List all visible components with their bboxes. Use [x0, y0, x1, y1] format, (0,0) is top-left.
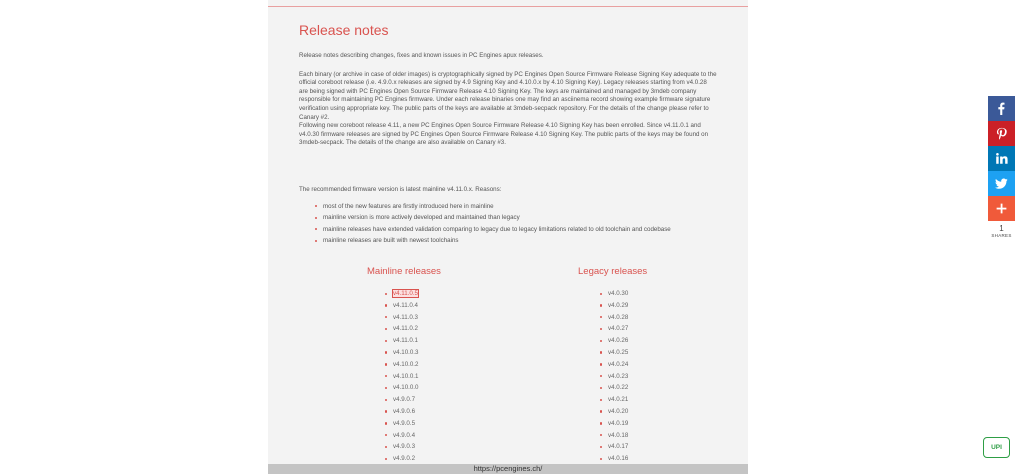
- release-link-mainline[interactable]: v4.10.0.0: [393, 384, 419, 392]
- release-link-mainline[interactable]: v4.9.0.4: [393, 431, 416, 439]
- list-item: [600, 406, 647, 418]
- list-item: [385, 441, 441, 453]
- list-item: [385, 406, 441, 418]
- list-item: [385, 288, 441, 300]
- release-link-mainline[interactable]: v4.9.0.2: [393, 455, 416, 463]
- list-item: [385, 347, 441, 359]
- list-item: [385, 335, 441, 347]
- list-item: [600, 394, 647, 406]
- release-link-legacy[interactable]: v4.0.18: [608, 431, 629, 439]
- release-link-legacy[interactable]: v4.0.26: [608, 337, 629, 345]
- recommended-text: The recommended firmware version is latest mainline v4.11.0.x. Reasons:: [299, 185, 502, 193]
- mainline-releases-column: [367, 266, 441, 465]
- linkedin-share-button[interactable]: [988, 146, 1015, 171]
- share-count-number: 1: [999, 224, 1004, 233]
- release-link-legacy[interactable]: v4.0.20: [608, 407, 629, 415]
- list-item: most of the new features are firstly introduced here in mainline: [315, 201, 717, 213]
- status-bar-url: https://pcengines.ch/: [268, 464, 748, 474]
- signing-paragraph-2: Following new coreboot release 4.11, a new PC Engines Open Source Firmware Release 4.10 Signing Key has been enrolled. Since v4.11.0.1 and v4.0.30 firmware releases are signed by PC Engines Open Source Firmware Release 4.10 Signing Key. The public parts of the keys may be found on 3mdeb-secpack. The details of the change are also available on Canary #3.: [299, 122, 709, 147]
- list-item: [600, 382, 647, 394]
- pinterest-share-button[interactable]: [988, 121, 1015, 146]
- release-notes-section: [299, 22, 717, 247]
- linkedin-icon: [995, 152, 1008, 165]
- list-item: [600, 312, 647, 324]
- release-link-legacy[interactable]: v4.0.17: [608, 443, 629, 451]
- release-link-mainline[interactable]: v4.11.0.4: [393, 301, 418, 309]
- list-item: [385, 382, 441, 394]
- more-share-button[interactable]: [988, 196, 1015, 221]
- list-item: [385, 371, 441, 383]
- list-item: [385, 430, 441, 442]
- mainline-releases-list: [385, 288, 441, 465]
- release-link-mainline[interactable]: v4.9.0.7: [393, 396, 416, 404]
- plus-icon: [995, 202, 1008, 215]
- list-item: mainline releases are built with newest toolchains: [315, 235, 717, 247]
- mainline-heading: Mainline releases: [367, 266, 441, 277]
- release-link-legacy[interactable]: v4.0.24: [608, 360, 629, 368]
- twitter-share-button[interactable]: [988, 171, 1015, 196]
- release-link-mainline[interactable]: v4.9.0.6: [393, 407, 416, 415]
- release-link-mainline[interactable]: v4.11.0.3: [393, 313, 418, 321]
- top-divider: [268, 6, 748, 7]
- share-count-label: SHARES: [991, 233, 1012, 238]
- list-item: mainline version is more actively developed and maintained than legacy: [315, 212, 717, 224]
- list-item: [600, 300, 647, 312]
- release-link-legacy[interactable]: v4.0.23: [608, 372, 629, 380]
- list-item: [385, 323, 441, 335]
- release-link-legacy[interactable]: v4.0.30: [608, 290, 629, 297]
- release-link-legacy[interactable]: v4.0.21: [608, 396, 629, 404]
- release-link-legacy[interactable]: v4.0.16: [608, 455, 629, 463]
- list-item: [600, 371, 647, 383]
- list-item: [600, 418, 647, 430]
- list-item: [600, 323, 647, 335]
- page-title: Release notes: [299, 22, 389, 38]
- list-item: [385, 312, 441, 324]
- facebook-share-button[interactable]: [988, 96, 1015, 121]
- release-link-legacy[interactable]: v4.0.19: [608, 419, 629, 427]
- intro-text: Release notes describing changes, fixes and known issues in PC Engines apux releases.: [299, 52, 544, 59]
- share-count: [988, 224, 1015, 239]
- release-link-mainline[interactable]: v4.10.0.3: [393, 348, 419, 356]
- release-link-mainline[interactable]: v4.11.0.5: [393, 290, 418, 297]
- list-item: [385, 418, 441, 430]
- list-item: [385, 359, 441, 371]
- release-link-legacy[interactable]: v4.0.22: [608, 384, 629, 392]
- list-item: [385, 300, 441, 312]
- reasons-list: [315, 201, 717, 247]
- release-link-mainline[interactable]: v4.9.0.3: [393, 443, 416, 451]
- release-link-legacy[interactable]: v4.0.29: [608, 301, 629, 309]
- signing-paragraph-1: Each binary (or archive in case of older images) is cryptographically signed by PC Engines Open Source Firmware Release Signing Key adequate to the official coreboot release (i.e. 4.9.0.x releases are signed by 4.9 Signing Key and 4.10.0.x by 4.10 Signing Key). Legacy releases starting from v4.0.28 are being signed with PC Engines Open Source Firmware Release 4.10 Signing Key. The keys are maintained and managed by 3mdeb company responsible for maintaining PC Engines firmware. Under each release binaries one may find an asciinema record showing example firmware signature verification using appropriate key. The public parts of the keys are available at 3mdeb-secpack repository. For the details of the change please refer to Canary #2.: [299, 70, 717, 121]
- list-item: [600, 359, 647, 371]
- legacy-heading: Legacy releases: [578, 266, 648, 277]
- release-link-mainline[interactable]: v4.10.0.1: [393, 372, 419, 380]
- list-item: [600, 441, 647, 453]
- list-item: mainline releases have extended validation comparing to legacy due to legacy limitations related to old toolchain and codebase: [315, 224, 717, 236]
- release-link-mainline[interactable]: v4.10.0.2: [393, 360, 419, 368]
- page-content-area: [268, 0, 748, 474]
- release-link-legacy[interactable]: v4.0.27: [608, 325, 629, 333]
- release-link-legacy[interactable]: v4.0.25: [608, 348, 629, 356]
- release-link-mainline[interactable]: v4.11.0.2: [393, 325, 418, 333]
- list-item: [600, 430, 647, 442]
- release-link-mainline[interactable]: v4.11.0.1: [393, 337, 418, 345]
- list-item: [600, 335, 647, 347]
- twitter-icon: [995, 177, 1008, 190]
- legacy-releases-list: [600, 288, 647, 465]
- list-item: [600, 347, 647, 359]
- legacy-releases-column: [578, 266, 647, 465]
- upi-button[interactable]: UPI: [983, 437, 1010, 458]
- release-link-legacy[interactable]: v4.0.28: [608, 313, 629, 321]
- pinterest-icon: [995, 127, 1008, 140]
- release-link-mainline[interactable]: v4.9.0.5: [393, 419, 416, 427]
- list-item: [385, 394, 441, 406]
- facebook-icon: [995, 102, 1008, 115]
- list-item: [600, 288, 647, 300]
